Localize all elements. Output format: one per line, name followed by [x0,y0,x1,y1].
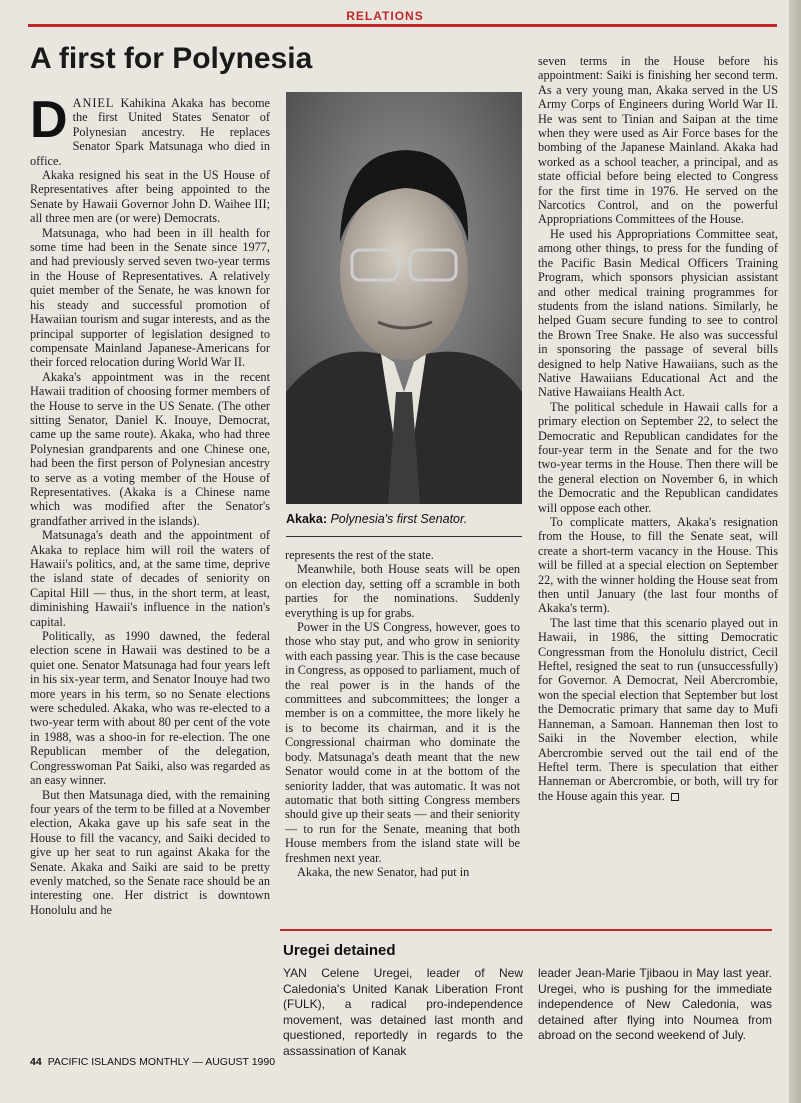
paragraph: Matsunaga's death and the appointment of Akaka to replace him will roil the waters of Hawaii's politics, and, at the same time, deprive the island state of decades of seniority on Capital Hill — thus, in the short term, at least, diminishing Hawaii's influence in the nation's capital. [30,528,270,629]
photo-caption [286,512,522,526]
article-column-2 [285,548,520,920]
box-title: Uregei detained [283,942,396,959]
box-column-2: leader Jean-Marie Tjibaou in May last year. Uregei, who is pushing for the immediate independence of New Caledonia, was detained after flying into Noumea from abroad on the second weekend of July. [538,966,772,1042]
paragraph: To complicate matters, Akaka's resignation from the House, to fill the Senate seat, will create a short-term vacancy in the House. This will be filled at a special election on September 22, with the winner holding the House seat from then until January (the last four months of Akaka's term). [538,515,778,616]
caption-rule [286,536,522,537]
caption-name: Akaka: [286,512,327,526]
paragraph: Akaka, the new Senator, had put in [297,864,470,879]
article-column-3 [538,54,778,924]
paragraph: Matsunaga, who had been in ill health for some time had been in the Senate since 1977, and had previously served seven two-year terms in the House of Representatives. A relatively quiet member of the Senate, he was known for his steady and successful promotion of Hawaiian tourism and sugar interests, and as the principal supporter of legislation designed to compensate Mainland Japanese-Americans for their forced relocation during World War II. [30,225,270,370]
footer-text: PACIFIC ISLANDS MONTHLY — AUGUST 1990 [47,1056,276,1068]
paragraph: He used his Appropriations Committee seat, among other things, to press for the funding of the Pacific Basin Medical Officers Training Program, which sponsors physician assistant and other medical training programmes for students from the island nations. Similarly, he helped Guam secure funding to see to control the Brown Tree Snake. He also was successful in sponsoring the passage of several bills designed to help Native Hawaiians, such as the Native Hawaiians Educational Act and the Native Hawaiians Health Act. [538,226,778,400]
paragraph: But then Matsunaga died, with the remaining four years of the term to be filled at a November election, Akaka gave up his safe seat in the House to fill the vacancy, and Saiki decided to give up her seat to run against Akaka for the Senate. Akaka and Saiki are said to be pretty evenly matched, so the Senate race should be an interesting one. Her district is downtown Honolulu and he [30,787,270,917]
page-footer [30,1056,275,1068]
portrait-photo [286,92,522,504]
box-rule [280,929,772,931]
page-number: 44 [30,1056,42,1068]
lead-text: Kahikina Akaka has become the first United States Senator of Polynesian ancestry. He replaces Senator Spark Matsunaga who died in office. [30,96,270,168]
paragraph: represents the rest of the state. [285,548,434,562]
page-edge [789,0,801,1103]
lead-paragraph [30,96,270,168]
paragraph: seven terms in the House before his appointment: Saiki is finishing her second term. As a very young man, Akaka served in the US Army Corps of Engineers during World War II. He was sent to Tinian and Saipan at the time when they were used as Air Force bases for the bombing of the Japanese Mainland. Akaka had worked as a school teacher, a principal, and as state official before being elected to Congress for the first time in 1976. He served on the Narcotics Control, and on the powerful Appropriations Committees of the House. [538,54,778,227]
end-mark-icon [671,793,679,801]
caption-text: Polynesia's first Senator. [327,512,468,526]
paragraph: The last time that this scenario played out in Hawaii, in 1986, the sitting Democratic Congressman from the Honolulu district, Cecil Heftel, resigned the seat to run (unsuccessfully) for Governor. A Democrat, Neil Abercrombie, won the special election that September but lost the Democratic primary that same day to Mufi Hanneman, a Samoan. Hanneman then lost to Saiki in the November election, while Abercrombie served out the tail end of the Heftel term. There is speculation that either Hanneman or Abercrombie, or both, will try for the House again this year. [538,615,778,803]
paragraph: Meanwhile, both House seats will be open on election day, setting off a scramble in both parties for the nominations. Suddenly everything is up for grabs. [285,562,520,620]
paragraph: Politically, as 1990 dawned, the federal election scene in Hawaii was destined to be a quiet one. Senator Matsunaga had four years left in his six-year term, and Senator Inouye had two more years in his term, so no Senate elections were scheduled. Akaka, who was re-elected to a two-year term with about 80 per cent of the vote in 1988, was a shoo-in for re-election. The one Republican member of the delegation, Congresswoman Pat Saiki, also was regarded as an easy winner. [30,629,270,788]
paragraph: Akaka's appointment was in the recent Hawaii tradition of choosing former members of the House to serve in the US Senate. (The other sitting Senator, Daniel K. Inouye, Democrat, came up the same route). Akaka, who had three Polynesian grandparents and one Chinese one, had been the first person of Polynesian ancestry to serve as a voting member of the House of Representatives. (Akaka is a Chinese name which was modified after the Senator's grandfather arrived in the islands). [30,369,270,528]
lead-caps: ANIEL [72,96,115,110]
headline: A first for Polynesia [30,42,313,75]
paragraph: Akaka resigned his seat in the US House of Representatives after being appointed to the Senate by Hawaii Governor John D. Waihee III; all three men are (or were) Democrats. [30,168,270,226]
paragraph: Power in the US Congress, however, goes to those who stay put, and who grow in seniority with each passing year. This is the case because in Congress, as opposed to parliament, much of the real power is in the hands of the committees and subcommittees; the longer a member is on a committee, the more likely he is to become its chairman, and it is the Congressional chairman who dominate the body. Matsunaga's death meant that the new Senator would come in at the bottom of the seniority ladder, that was automatic. It was not automatic that both sitting Congress members should give up their seats — and their seniority — to run for the Senate, meaning that both House members from the island state will be freshmen next year. [285,620,520,865]
top-rule [28,24,777,27]
paragraph-last [538,616,778,803]
article-column-1 [30,96,270,1056]
portrait-illustration [286,92,522,504]
section-label: RELATIONS [346,9,424,23]
drop-cap: D [30,96,68,149]
box-column-1: YAN Celene Uregei, leader of New Caledonia's United Kanak Liberation Front (FULK), a radical pro-independence movement, was detained last month and questioned, reportedly in regards to the assassination of Kanak [283,966,523,1058]
paragraph: The political schedule in Hawaii calls for a primary election on September 22, to select the Democratic and Republican candidates for the four-year term in the Senate and for the two two-year terms in the House. Then there will be the general election on November 6, in which the Democratic and the Republican candidates will oppose each other. [538,399,778,515]
